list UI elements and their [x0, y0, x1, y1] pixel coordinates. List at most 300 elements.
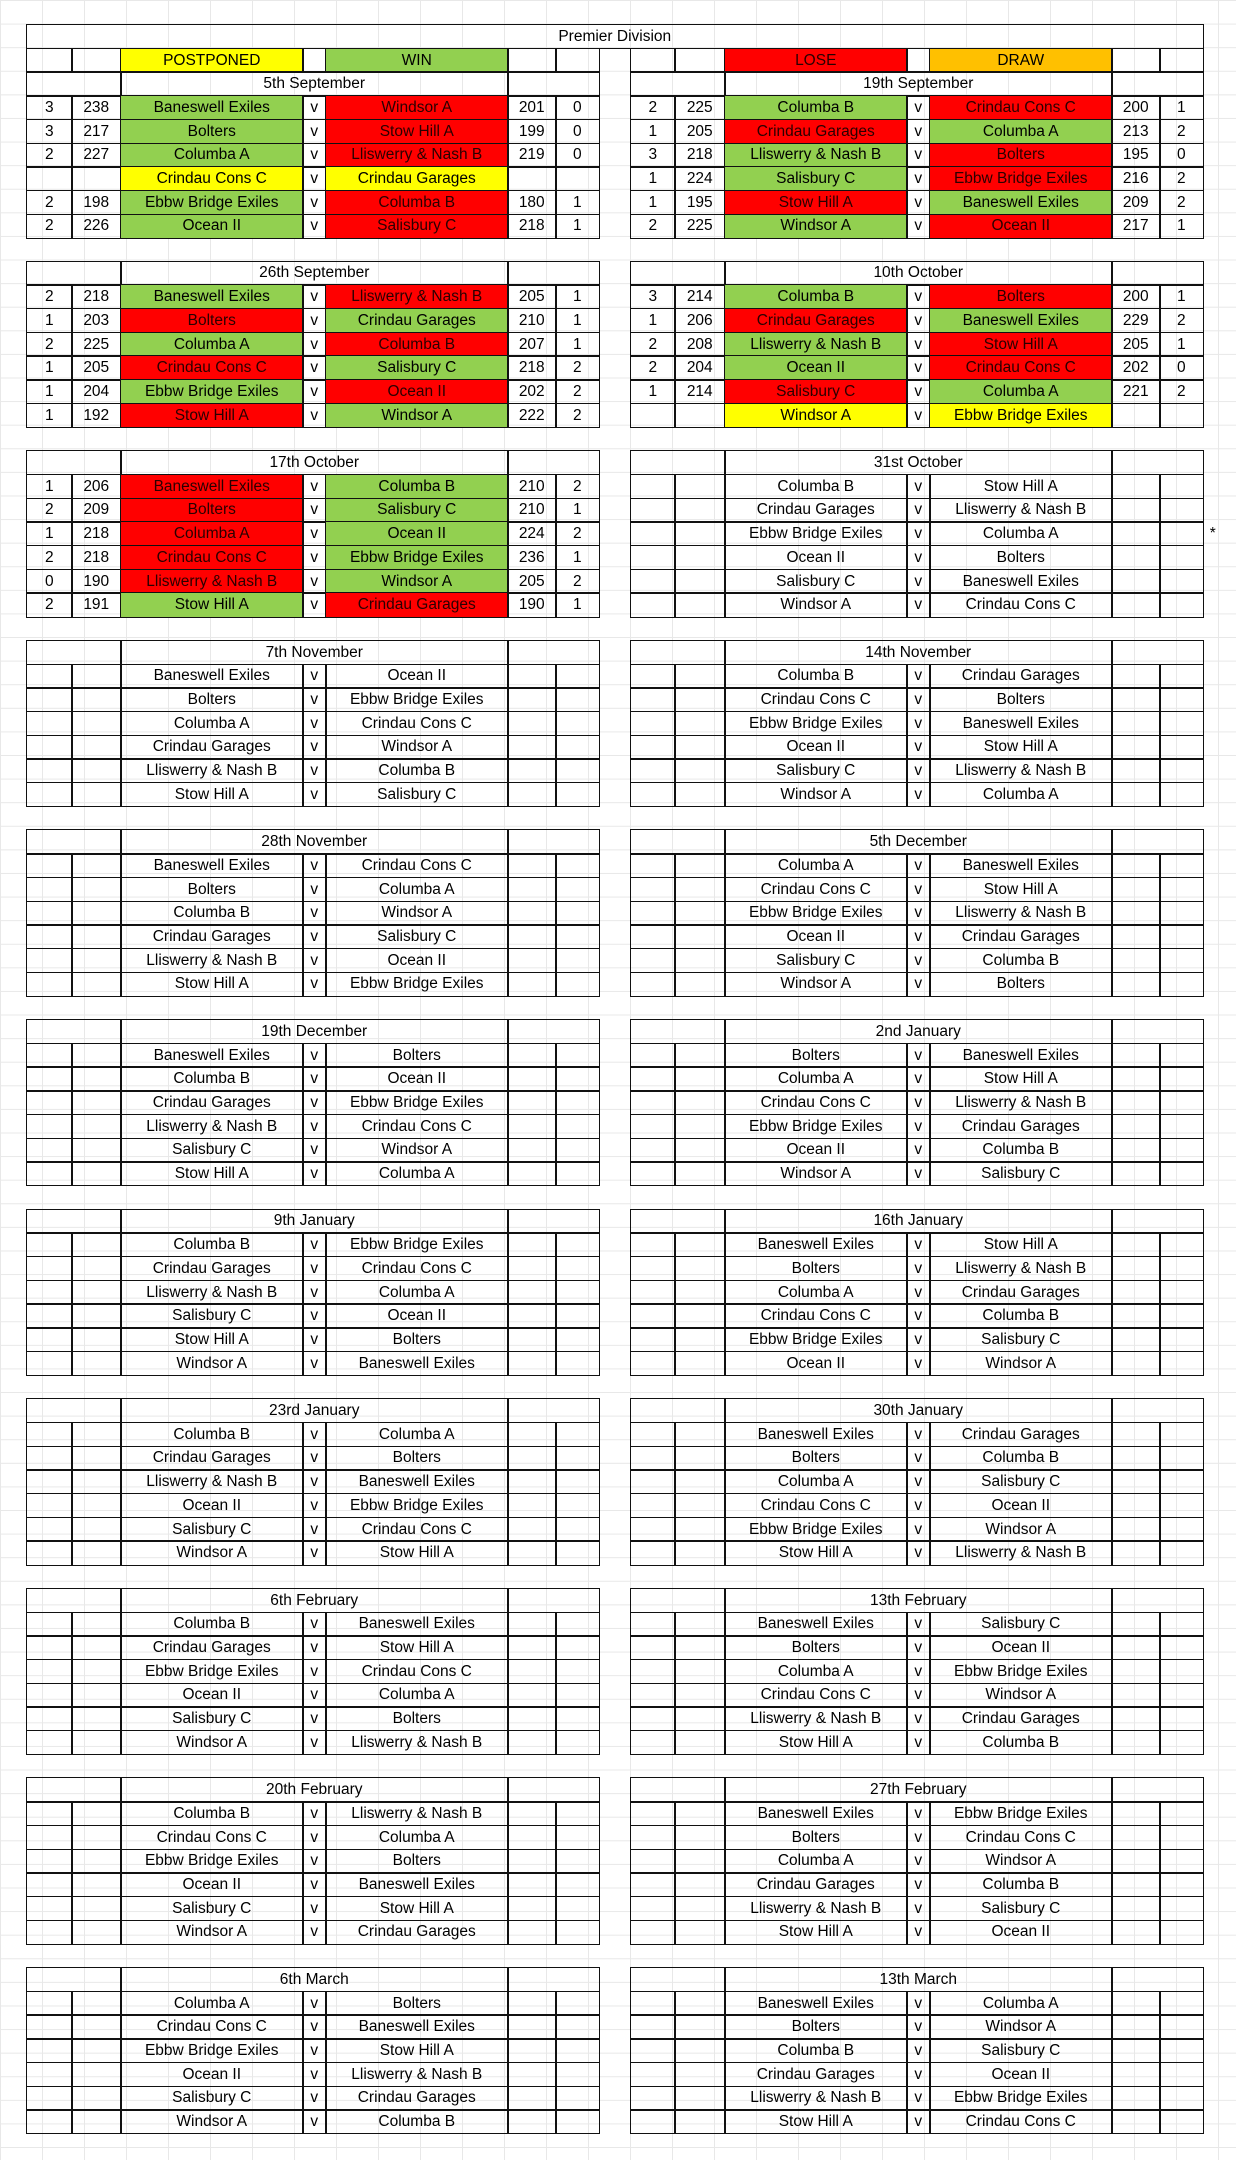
- empty-cell: [71, 901, 122, 926]
- home-team: Columba B: [724, 664, 908, 689]
- home-points: 1: [630, 166, 676, 191]
- versus-label: v: [906, 1683, 931, 1708]
- empty-cell: [26, 877, 73, 902]
- empty-cell: [630, 521, 676, 546]
- empty-cell: [674, 782, 726, 807]
- empty-cell: [555, 1825, 600, 1850]
- empty-cell: [507, 1114, 557, 1139]
- empty-cell: [1159, 1422, 1204, 1447]
- away-score: 218: [507, 355, 557, 380]
- versus-label: v: [906, 1612, 931, 1637]
- home-team: Ebbw Bridge Exiles: [724, 901, 908, 926]
- empty-cell: [1111, 924, 1161, 949]
- empty-cell: [630, 1849, 676, 1874]
- away-team: Ocean II: [325, 1066, 509, 1091]
- empty-cell: [674, 1683, 726, 1708]
- home-team: Ocean II: [120, 1683, 304, 1708]
- empty-cell: [630, 592, 676, 617]
- header-empty-cell: [1111, 1209, 1204, 1234]
- empty-cell: [555, 1090, 600, 1115]
- empty-cell: [26, 711, 73, 736]
- away-score: 213: [1111, 119, 1161, 144]
- away-team: Windsor A: [325, 901, 509, 926]
- home-team: Columba A: [724, 1659, 908, 1684]
- home-points: 2: [630, 214, 676, 239]
- empty-cell: [71, 1849, 122, 1874]
- empty-cell: [26, 1730, 73, 1755]
- empty-cell: [507, 1161, 557, 1186]
- empty-cell: [1159, 545, 1204, 570]
- home-score: [71, 166, 122, 191]
- away-team: Salisbury C: [929, 2038, 1113, 2063]
- away-team: Baneswell Exiles: [929, 190, 1113, 215]
- home-team: Lliswerry & Nash B: [724, 1706, 908, 1731]
- away-team: Stow Hill A: [929, 877, 1113, 902]
- home-team: Stow Hill A: [120, 782, 304, 807]
- empty-cell: [26, 1066, 73, 1091]
- empty-cell: [555, 877, 600, 902]
- empty-cell: [71, 1303, 122, 1328]
- away-score: 229: [1111, 308, 1161, 333]
- away-team: Baneswell Exiles: [929, 569, 1113, 594]
- away-team: Columba B: [929, 1303, 1113, 1328]
- empty-cell: [26, 1801, 73, 1826]
- versus-label: v: [302, 2109, 327, 2134]
- home-score: 238: [71, 95, 122, 120]
- versus-label: v: [906, 1991, 931, 2016]
- empty-cell: [507, 1090, 557, 1115]
- away-points: 0: [555, 143, 600, 168]
- versus-label: v: [906, 545, 931, 570]
- versus-label: v: [302, 403, 327, 428]
- empty-cell: [1159, 1232, 1204, 1257]
- away-points: 2: [555, 474, 600, 499]
- empty-cell: [507, 1327, 557, 1352]
- home-team: Stow Hill A: [120, 1327, 304, 1352]
- versus-label: v: [302, 1351, 327, 1376]
- empty-cell: [26, 2062, 73, 2087]
- header-empty-cell: [26, 1019, 122, 1044]
- home-score: 203: [71, 308, 122, 333]
- empty-cell: [674, 1706, 726, 1731]
- empty-cell: [1111, 2062, 1161, 2087]
- empty-cell: [674, 1920, 726, 1945]
- empty-cell: [1111, 1706, 1161, 1731]
- versus-label: v: [906, 1706, 931, 1731]
- home-team: Stow Hill A: [120, 592, 304, 617]
- away-score: [1111, 403, 1161, 428]
- empty-cell: [1159, 474, 1204, 499]
- header-empty-cell: [630, 1209, 726, 1234]
- empty-cell: [674, 1801, 726, 1826]
- empty-cell: [71, 877, 122, 902]
- empty-cell: [630, 735, 676, 760]
- empty-cell: [71, 664, 122, 689]
- empty-cell: [630, 1114, 676, 1139]
- empty-cell: [555, 1872, 600, 1897]
- home-score: 208: [674, 332, 726, 357]
- away-team: Ocean II: [325, 379, 509, 404]
- empty-cell: [555, 782, 600, 807]
- empty-cell: [630, 687, 676, 712]
- versus-label: v: [302, 1612, 327, 1637]
- empty-cell: [71, 1114, 122, 1139]
- header-empty-cell: [507, 450, 600, 475]
- empty-cell: [507, 877, 557, 902]
- home-team: Stow Hill A: [120, 403, 304, 428]
- versus-label: v: [302, 2086, 327, 2111]
- home-team: Crindau Cons C: [724, 877, 908, 902]
- away-team: Columba A: [325, 1825, 509, 1850]
- home-points: [630, 403, 676, 428]
- legend-empty-cell: [26, 48, 73, 73]
- versus-label: v: [906, 2062, 931, 2087]
- empty-cell: [1111, 1683, 1161, 1708]
- away-team: Ebbw Bridge Exiles: [325, 1090, 509, 1115]
- versus-label: v: [906, 1256, 931, 1281]
- empty-cell: [507, 758, 557, 783]
- versus-label: v: [906, 2038, 931, 2063]
- home-team: Windsor A: [120, 2109, 304, 2134]
- away-score: 218: [507, 214, 557, 239]
- away-points: 1: [555, 190, 600, 215]
- empty-cell: [630, 474, 676, 499]
- empty-cell: [507, 1872, 557, 1897]
- empty-cell: [674, 474, 726, 499]
- home-team: Windsor A: [120, 1730, 304, 1755]
- legend-lose: LOSE: [724, 48, 908, 73]
- empty-cell: [26, 1161, 73, 1186]
- empty-cell: [71, 1090, 122, 1115]
- empty-cell: [674, 853, 726, 878]
- versus-label: v: [906, 1896, 931, 1921]
- home-team: Crindau Cons C: [724, 1683, 908, 1708]
- away-team: Columba B: [325, 474, 509, 499]
- empty-cell: [71, 1351, 122, 1376]
- versus-label: v: [906, 972, 931, 997]
- empty-cell: [507, 1351, 557, 1376]
- empty-cell: [674, 1635, 726, 1660]
- home-team: Columba A: [120, 1991, 304, 2016]
- versus-label: v: [302, 1517, 327, 1542]
- header-empty-cell: [507, 1209, 600, 1234]
- versus-label: v: [302, 592, 327, 617]
- home-points: 1: [26, 355, 73, 380]
- versus-label: v: [906, 711, 931, 736]
- empty-cell: [71, 1043, 122, 1068]
- empty-cell: [555, 1659, 600, 1684]
- empty-cell: [26, 1493, 73, 1518]
- away-team: Columba B: [325, 758, 509, 783]
- home-team: Baneswell Exiles: [724, 1801, 908, 1826]
- empty-cell: [630, 1066, 676, 1091]
- away-team: Ocean II: [929, 2062, 1113, 2087]
- home-team: Crindau Garages: [120, 735, 304, 760]
- away-team: Baneswell Exiles: [325, 1612, 509, 1637]
- empty-cell: [26, 972, 73, 997]
- versus-label: v: [302, 1138, 327, 1163]
- empty-cell: [71, 1493, 122, 1518]
- empty-cell: [26, 1706, 73, 1731]
- away-team: Columba A: [929, 1991, 1113, 2016]
- empty-cell: [1159, 2086, 1204, 2111]
- home-score: 217: [71, 119, 122, 144]
- empty-cell: [26, 901, 73, 926]
- round-date: 26th September: [120, 261, 509, 286]
- home-team: Columba A: [724, 1066, 908, 1091]
- home-team: Crindau Cons C: [120, 166, 304, 191]
- empty-cell: [26, 758, 73, 783]
- home-points: 1: [630, 379, 676, 404]
- empty-cell: [1111, 1872, 1161, 1897]
- away-team: Bolters: [929, 972, 1113, 997]
- empty-cell: [1159, 1114, 1204, 1139]
- division-title: Premier Division: [26, 24, 1204, 49]
- header-empty-cell: [1111, 261, 1204, 286]
- away-team: Baneswell Exiles: [929, 711, 1113, 736]
- empty-cell: [1159, 1896, 1204, 1921]
- home-score: 206: [674, 308, 726, 333]
- empty-cell: [630, 901, 676, 926]
- home-team: Columba A: [120, 711, 304, 736]
- versus-label: v: [906, 214, 931, 239]
- empty-cell: [507, 1138, 557, 1163]
- versus-label: v: [906, 1446, 931, 1471]
- header-empty-cell: [507, 829, 600, 854]
- away-team: Lliswerry & Nash B: [929, 901, 1113, 926]
- away-team: Ebbw Bridge Exiles: [325, 687, 509, 712]
- empty-cell: [1159, 1351, 1204, 1376]
- away-team: Ocean II: [325, 1303, 509, 1328]
- empty-cell: [71, 1256, 122, 1281]
- away-team: Stow Hill A: [325, 119, 509, 144]
- empty-cell: [26, 924, 73, 949]
- versus-label: v: [906, 1872, 931, 1897]
- empty-cell: [1111, 1469, 1161, 1494]
- home-team: Windsor A: [724, 403, 908, 428]
- away-team: Columba B: [929, 948, 1113, 973]
- versus-label: v: [302, 1090, 327, 1115]
- versus-label: v: [906, 569, 931, 594]
- empty-cell: [674, 2038, 726, 2063]
- versus-label: v: [906, 1066, 931, 1091]
- home-team: Crindau Cons C: [724, 1303, 908, 1328]
- home-score: 205: [674, 119, 726, 144]
- versus-label: v: [906, 284, 931, 309]
- empty-cell: [1159, 1872, 1204, 1897]
- empty-cell: [507, 1849, 557, 1874]
- home-team: Bolters: [120, 498, 304, 523]
- home-team: Ocean II: [120, 214, 304, 239]
- empty-cell: [71, 924, 122, 949]
- versus-label: v: [906, 166, 931, 191]
- empty-cell: [674, 711, 726, 736]
- home-team: Ebbw Bridge Exiles: [724, 521, 908, 546]
- home-team: Bolters: [724, 1256, 908, 1281]
- empty-cell: [1159, 1920, 1204, 1945]
- away-team: Ebbw Bridge Exiles: [325, 1232, 509, 1257]
- empty-cell: [674, 1825, 726, 1850]
- away-team: Columba A: [929, 521, 1113, 546]
- versus-label: v: [906, 379, 931, 404]
- empty-cell: [1159, 1066, 1204, 1091]
- empty-cell: [26, 1446, 73, 1471]
- home-team: Bolters: [724, 2014, 908, 2039]
- header-empty-cell: [507, 1967, 600, 1992]
- away-score: 201: [507, 95, 557, 120]
- empty-cell: [1159, 948, 1204, 973]
- away-team: Ebbw Bridge Exiles: [929, 1659, 1113, 1684]
- header-empty-cell: [1111, 1777, 1204, 1802]
- empty-cell: [1111, 1114, 1161, 1139]
- versus-label: v: [906, 2014, 931, 2039]
- empty-cell: [1111, 1849, 1161, 1874]
- away-team: Crindau Garages: [325, 2086, 509, 2111]
- away-team: Lliswerry & Nash B: [929, 1540, 1113, 1565]
- versus-label: v: [302, 853, 327, 878]
- empty-cell: [1159, 592, 1204, 617]
- away-team: Salisbury C: [325, 782, 509, 807]
- empty-cell: [71, 1446, 122, 1471]
- empty-cell: [71, 1683, 122, 1708]
- empty-cell: [1111, 498, 1161, 523]
- home-team: Baneswell Exiles: [120, 284, 304, 309]
- empty-cell: [71, 687, 122, 712]
- legend-empty-cell: [302, 48, 327, 73]
- empty-cell: [1111, 901, 1161, 926]
- home-points: 2: [26, 498, 73, 523]
- round-date: 9th January: [120, 1209, 509, 1234]
- away-team: Ocean II: [325, 521, 509, 546]
- empty-cell: [630, 758, 676, 783]
- empty-cell: [630, 1493, 676, 1518]
- away-team: Windsor A: [929, 1683, 1113, 1708]
- versus-label: v: [302, 498, 327, 523]
- away-team: Windsor A: [929, 1517, 1113, 1542]
- empty-cell: [1111, 687, 1161, 712]
- header-empty-cell: [1111, 1019, 1204, 1044]
- away-points: 0: [555, 119, 600, 144]
- versus-label: v: [302, 758, 327, 783]
- empty-cell: [1159, 1327, 1204, 1352]
- away-team: Bolters: [929, 284, 1113, 309]
- home-team: Baneswell Exiles: [724, 1991, 908, 2016]
- empty-cell: [630, 1730, 676, 1755]
- header-empty-cell: [1111, 1967, 1204, 1992]
- empty-cell: [555, 687, 600, 712]
- empty-cell: [555, 1612, 600, 1637]
- versus-label: v: [906, 1801, 931, 1826]
- home-team: Crindau Cons C: [724, 687, 908, 712]
- empty-cell: [555, 1517, 600, 1542]
- versus-label: v: [302, 877, 327, 902]
- empty-cell: [630, 2038, 676, 2063]
- versus-label: v: [302, 2038, 327, 2063]
- empty-cell: [26, 2038, 73, 2063]
- round-date: 13th February: [724, 1588, 1113, 1613]
- header-empty-cell: [630, 450, 726, 475]
- empty-cell: [674, 521, 726, 546]
- home-team: Lliswerry & Nash B: [724, 2086, 908, 2111]
- versus-label: v: [302, 190, 327, 215]
- empty-cell: [507, 1422, 557, 1447]
- empty-cell: [630, 853, 676, 878]
- empty-cell: [71, 948, 122, 973]
- home-team: Bolters: [724, 1043, 908, 1068]
- versus-label: v: [906, 1825, 931, 1850]
- home-team: Stow Hill A: [120, 1161, 304, 1186]
- empty-cell: [71, 1469, 122, 1494]
- header-empty-cell: [26, 1777, 122, 1802]
- empty-cell: [26, 1920, 73, 1945]
- home-score: 225: [674, 95, 726, 120]
- versus-label: v: [906, 1161, 931, 1186]
- versus-label: v: [906, 95, 931, 120]
- home-score: 191: [71, 592, 122, 617]
- versus-label: v: [906, 877, 931, 902]
- empty-cell: [507, 1066, 557, 1091]
- empty-cell: [674, 1303, 726, 1328]
- away-team: Ocean II: [929, 1920, 1113, 1945]
- empty-cell: [674, 1446, 726, 1471]
- home-team: Baneswell Exiles: [120, 95, 304, 120]
- empty-cell: [1159, 1801, 1204, 1826]
- away-team: Columba A: [325, 1683, 509, 1708]
- home-score: 206: [71, 474, 122, 499]
- home-team: Lliswerry & Nash B: [120, 758, 304, 783]
- versus-label: v: [302, 1659, 327, 1684]
- empty-cell: [1159, 853, 1204, 878]
- away-team: Windsor A: [325, 403, 509, 428]
- header-empty-cell: [507, 1588, 600, 1613]
- round-date: 30th January: [724, 1398, 1113, 1423]
- home-team: Ebbw Bridge Exiles: [120, 2038, 304, 2063]
- away-team: Stow Hill A: [929, 1232, 1113, 1257]
- away-team: Columba A: [325, 1280, 509, 1305]
- empty-cell: [1159, 1493, 1204, 1518]
- versus-label: v: [302, 1872, 327, 1897]
- versus-label: v: [302, 379, 327, 404]
- home-team: Lliswerry & Nash B: [724, 1896, 908, 1921]
- empty-cell: [1159, 1825, 1204, 1850]
- empty-cell: [507, 901, 557, 926]
- home-team: Crindau Garages: [120, 1635, 304, 1660]
- home-score: 214: [674, 284, 726, 309]
- versus-label: v: [906, 2086, 931, 2111]
- home-points: 2: [630, 95, 676, 120]
- home-team: Crindau Garages: [120, 1256, 304, 1281]
- empty-cell: [630, 664, 676, 689]
- header-empty-cell: [630, 1967, 726, 1992]
- versus-label: v: [906, 1327, 931, 1352]
- home-team: Baneswell Exiles: [724, 1422, 908, 1447]
- away-team: Bolters: [929, 143, 1113, 168]
- versus-label: v: [906, 190, 931, 215]
- home-team: Windsor A: [120, 1920, 304, 1945]
- away-team: Columba B: [325, 2109, 509, 2134]
- empty-cell: [507, 1043, 557, 1068]
- empty-cell: [1111, 853, 1161, 878]
- versus-label: v: [302, 1801, 327, 1826]
- away-points: 0: [1159, 143, 1204, 168]
- empty-cell: [26, 948, 73, 973]
- home-score: 190: [71, 569, 122, 594]
- away-team: Salisbury C: [325, 214, 509, 239]
- empty-cell: [555, 1066, 600, 1091]
- home-team: Crindau Garages: [120, 924, 304, 949]
- home-score: 204: [71, 379, 122, 404]
- empty-cell: [555, 1991, 600, 2016]
